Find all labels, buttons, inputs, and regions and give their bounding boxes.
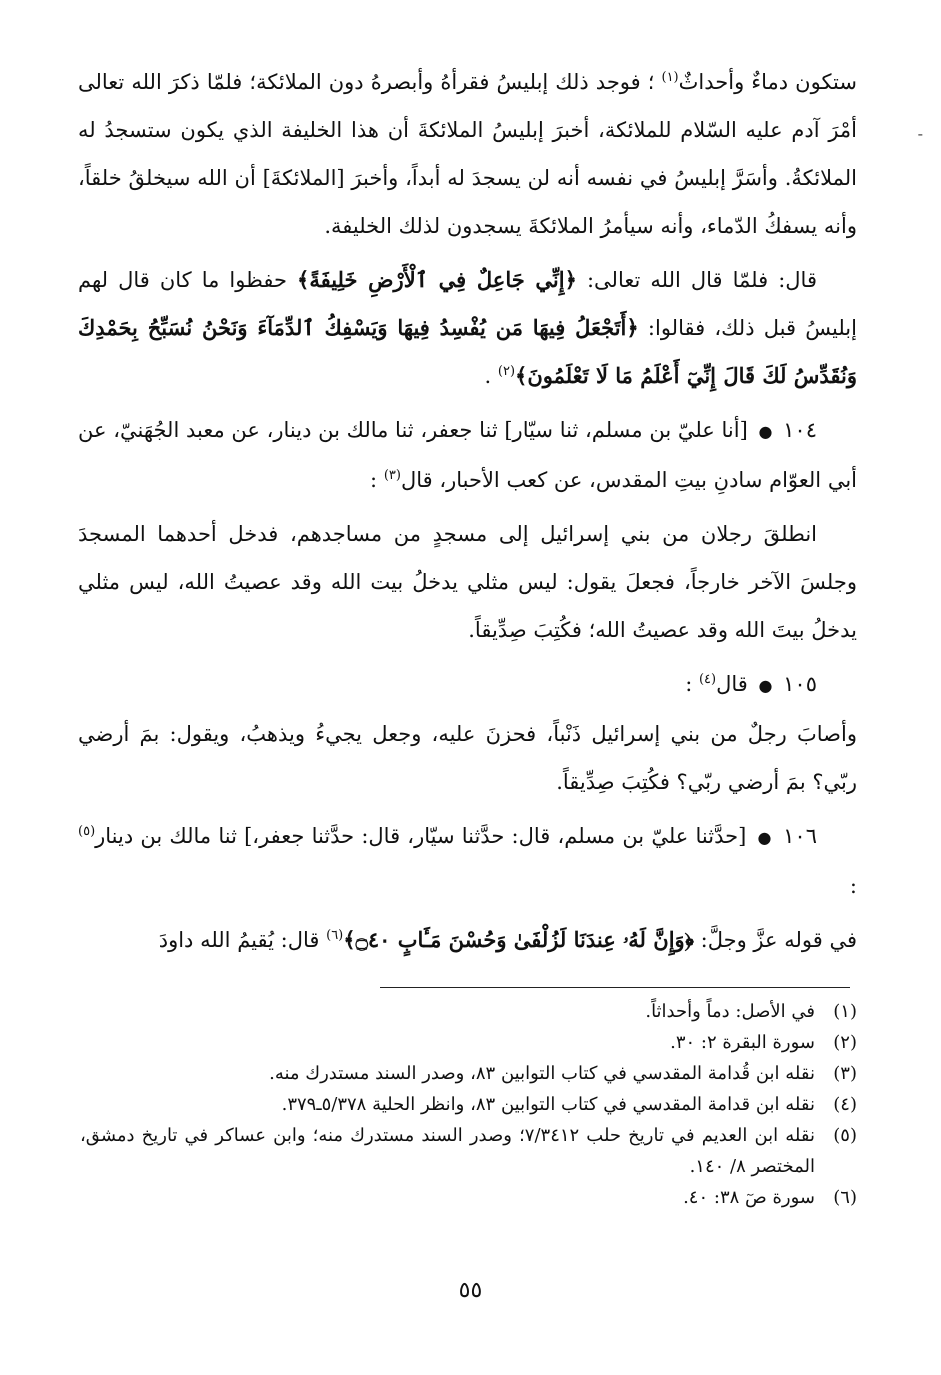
isnad-end: : [685,672,693,696]
footnote-ref-3[interactable]: (٣) [383,468,401,483]
footnote-text: سورة البقرة ٢: ٣٠. [670,1032,815,1053]
margin-mark: - [917,124,923,143]
footnote-number: (١) [833,1001,857,1022]
bullet-icon: ● [758,676,773,695]
bullet-icon: ● [757,828,772,847]
footnote-number: (٢) [833,1032,857,1053]
footnote-number: (٥) [833,1125,857,1146]
paragraph-1-start: ستكون دماءٌ وأحداثٌ [678,70,857,94]
footnote-number: (٦) [833,1187,857,1208]
paragraph-8-end: قال: يُقيمُ الله داودَ [158,928,320,952]
hadith-number: ١٠٥ [783,672,817,696]
paragraph-4-text: انطلقَ رجلان من بني إسرائيل إلى مسجدٍ من مساجدهم، فدخل أحدهما المسجدَ وجلسَ الآخر خارجاً، فجعلَ يقول: ليس مثلي يدخلُ بيت الله وقد عصيتُ الله، ليس مثلي يدخلُ بيتَ الله وقد عصيتُ الله؛ فكُتِبَ صِدِّيقاً. [78,522,857,642]
footnote-ref-5[interactable]: (٥) [78,824,96,839]
paragraph-2-end: . [484,364,492,388]
isnad-text: [أنا عليّ بن مسلم، ثنا سيّار] ثنا جعفر، ثنا مالك بن دينار، عن معبد الجُهَنيّ، عن أبي العوّام سادنِ بيتِ المقدس، عن كعب الأحبار، قال [78,418,857,492]
footnote-text: في الأصل: دماً وأحداثاً. [645,1001,815,1022]
isnad-text: قال [716,672,748,696]
main-text [78,58,857,964]
paragraph-6 [78,710,857,806]
isnad-end: : [849,874,857,898]
page-number: ٥٥ [458,1278,483,1303]
quran-verse-3: ﴿وَإِنَّ لَهُۥ عِندَنَا لَزُلْفَىٰ وَحُسْنَ مَـَٔابٍ ۝٤٠﴾ [343,927,694,952]
hadith-104 [78,406,857,504]
isnad-end: : [370,468,378,492]
hadith-106 [78,812,857,910]
footnote-6 [80,1182,857,1213]
footnote-text: نقله ابن قُدامة المقدسي في كتاب التوابين ٨٣، وصدر السند مستدرك منه. [269,1063,815,1084]
footnote-ref-6[interactable]: (٦) [326,928,344,943]
paragraph-2-middle: حفظوا ما كان قال لهم إبليسُ قبل ذلك، فقالوا: [78,268,857,340]
paragraph-6-text: وأصابَ رجلٌ من بني إسرائيل ذَنْباً، فحزنَ عليه، وجعل يجيءُ ويذهبُ، ويقول: بمَ أرضي ربّي؟ بمَ أرضي ربّي؟ فكُتِبَ صِدِّيقاً. [78,722,857,794]
footnote-number: (٤) [833,1094,857,1115]
quran-verse-2: ﴿أَتَجْعَلُ فِيهَا مَن يُفْسِدُ فِيهَا وَيَسْفِكُ ٱلدِّمَآءَ وَنَحْنُ نُسَبِّحُ بِحَمْدِكَ وَنُقَدِّسُ لَكَ قَالَ إِنِّيٓ أَعْلَمُ مَا لَا تَعْلَمُونَ﴾ [78,315,857,388]
footnote-text: نقله ابن العديم في تاريخ حلب ٧/٣٤١٢؛ وصدر السند مستدرك منه؛ وابن عساكر في تاريخ دمشق، المختصر ٨/ ١٤٠. [80,1125,815,1177]
footnote-1 [80,996,857,1027]
footnote-number: (٣) [833,1063,857,1084]
footnotes [80,996,857,1213]
hadith-105 [78,660,857,710]
paragraph-8-start: في قوله عزَّ وجلَّ: [700,928,857,952]
footnote-ref-2[interactable]: (٢) [497,364,516,379]
paragraph-4 [78,510,857,654]
quran-verse-1: ﴿إِنِّي جَاعِلٌ فِي ٱلْأَرْضِ خَلِيفَةً﴾ [297,267,577,292]
hadith-number: ١٠٤ [783,418,817,442]
bullet-icon: ● [758,422,773,441]
paragraph-1-rest: ؛ فوجد ذلك إبليسُ فقرأهُ وأبصرهُ دون الملائكة؛ فلمّا ذكرَ الله تعالى أمْرَ آدم عليه السّلام للملائكة، أخبرَ إبليسُ الملائكةَ أن هذا الخليفة الذي يكون ستسجدُ له الملائكةُ. وأسَرَّ إبليسُ في نفسه أنه لن يسجدَ له أبداً، وأخبرَ [الملائكةَ] أن الله سيخلقُ خلقاً، وأنه يسفكُ الدّماء، وأنه سيأمرُ الملائكةَ يسجدون لذلك الخليفة. [78,70,857,238]
footnote-5 [80,1120,857,1182]
footnote-4 [80,1089,857,1120]
paragraph-2 [78,256,857,400]
paragraph-8 [78,916,857,964]
paragraph-1 [78,58,857,250]
footnote-2 [80,1027,857,1058]
footnote-text: نقله ابن قدامة المقدسي في كتاب التوابين ٨٣، وانظر الحلية ٥/٣٧٨ـ٣٧٩. [281,1094,815,1115]
paragraph-2-start: قال: فلمّا قال الله تعالى: [586,268,817,292]
footnote-3 [80,1058,857,1089]
footnote-ref-1[interactable]: (١) [661,70,679,85]
footnote-ref-4[interactable]: (٤) [698,672,717,687]
footnote-text: سورة صٓ ٣٨: ٤٠. [683,1187,815,1208]
footnote-divider [380,987,850,988]
isnad-text: [حدَّثنا عليّ بن مسلم، قال: حدَّثنا سيّار، قال: حدَّثنا جعفر،] ثنا مالك بن دينار [95,824,747,848]
hadith-number: ١٠٦ [783,824,817,848]
